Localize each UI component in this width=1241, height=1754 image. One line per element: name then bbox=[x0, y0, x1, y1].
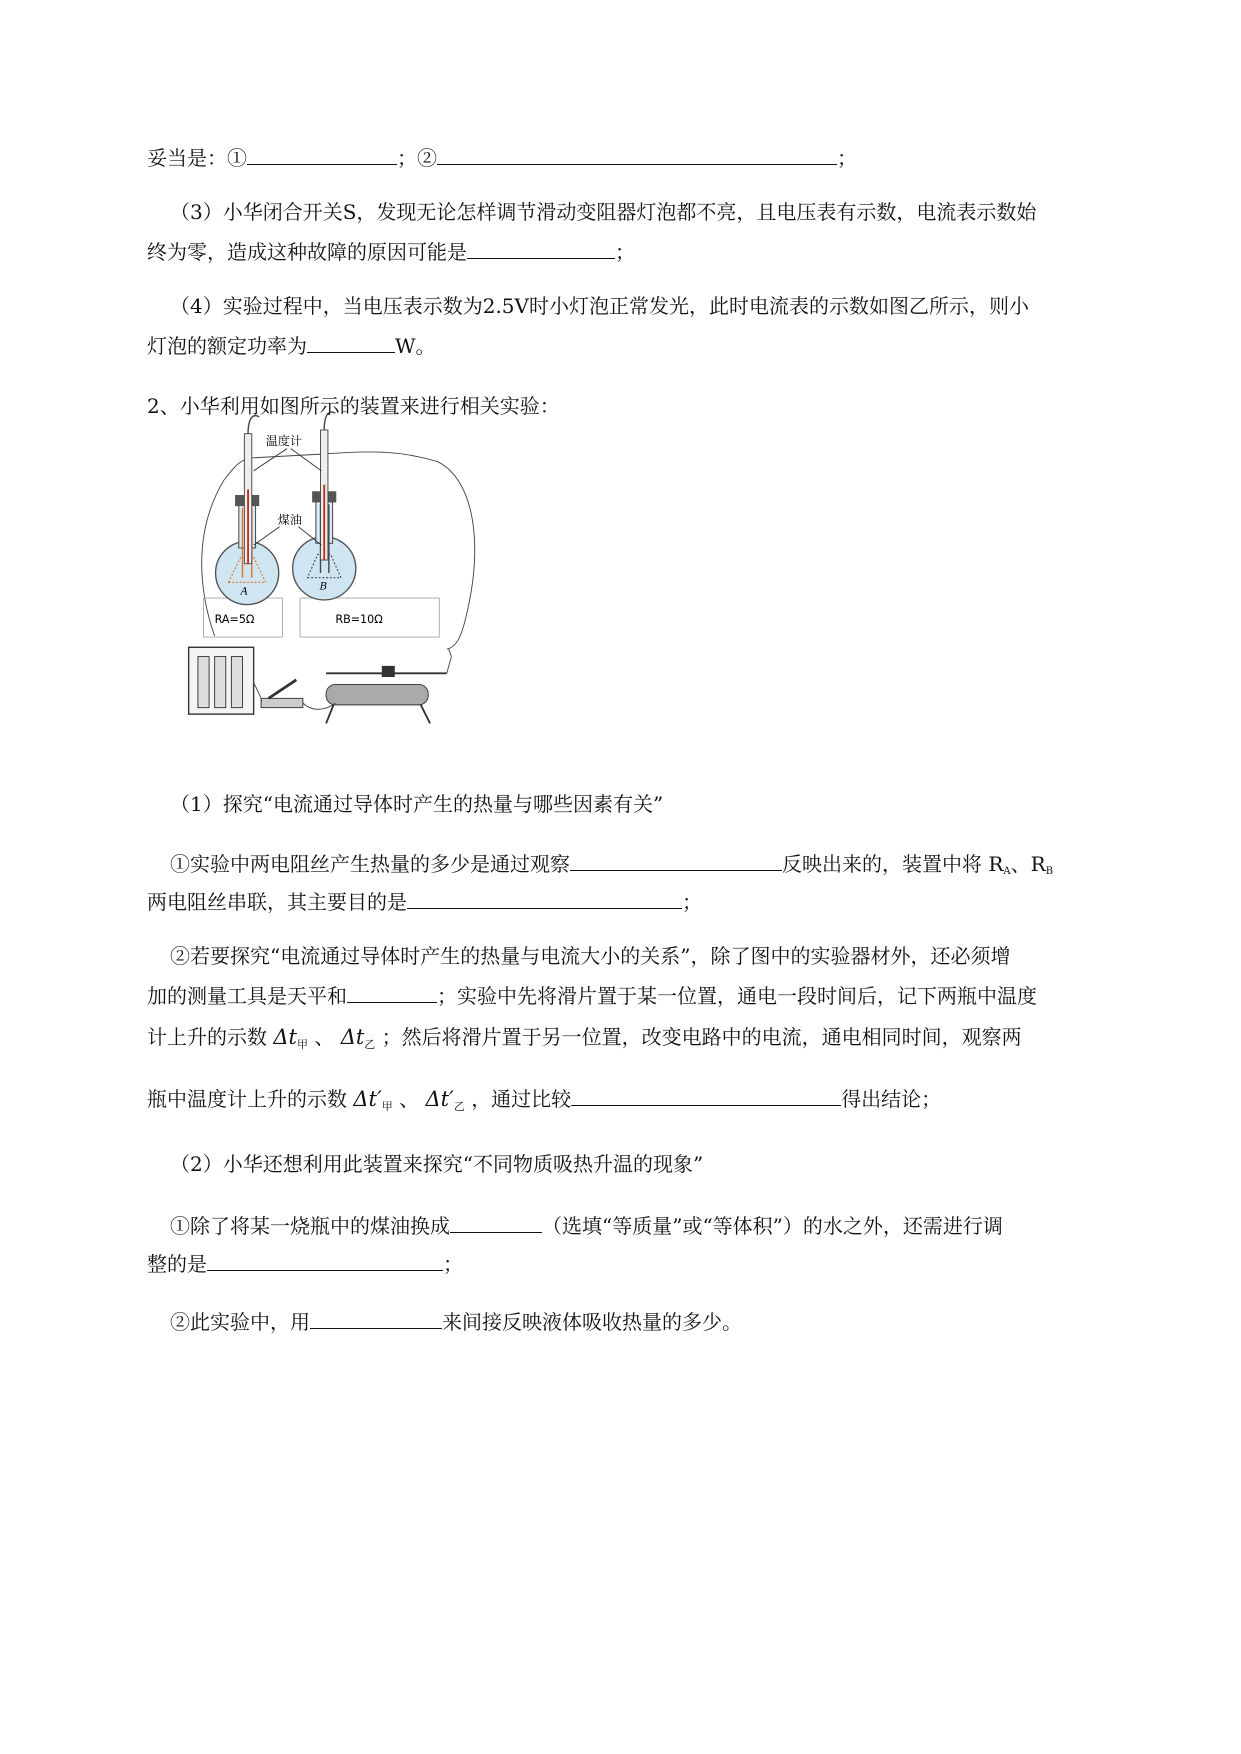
battery bbox=[189, 647, 254, 714]
rheostat bbox=[326, 666, 447, 724]
label-kerosene: 煤油 bbox=[277, 512, 302, 527]
text: ； bbox=[682, 890, 702, 914]
text: ②此实验中，用 bbox=[170, 1310, 310, 1334]
math-delta-t-prime-yi: $\Delta t'_乙$ bbox=[425, 1087, 465, 1113]
text: 、 bbox=[399, 1087, 420, 1111]
q2-part2-title: （2）小华还想利用此装置来探究“不同物质吸热升温的现象” bbox=[170, 1152, 704, 1176]
text: ，通过比较 bbox=[471, 1087, 572, 1111]
text: W。 bbox=[395, 334, 436, 358]
text: 整的是 bbox=[147, 1252, 207, 1276]
answer-blank-1[interactable] bbox=[247, 142, 397, 165]
answer-blank-7[interactable] bbox=[347, 980, 437, 1003]
label-ra: RA=5Ω bbox=[214, 613, 255, 627]
q2-part1-ii-line3 bbox=[147, 1023, 1022, 1059]
text: 得出结论； bbox=[841, 1087, 942, 1111]
math-delta-t-prime-jia: $\Delta t'_甲$ bbox=[353, 1087, 393, 1113]
text: 妥当是：① bbox=[147, 146, 247, 170]
q2-part1-i-line1 bbox=[170, 848, 1053, 886]
label-rb: RB=10Ω bbox=[335, 613, 383, 627]
text: ；② bbox=[397, 146, 437, 170]
q1-part4-line1: （4）实验过程中，当电压表示数为2.5V时小灯泡正常发光，此时电流表的示数如图乙所示，则小 bbox=[170, 294, 1029, 318]
answer-blank-6[interactable] bbox=[407, 886, 682, 909]
text: ； bbox=[837, 146, 857, 170]
text: ； bbox=[615, 240, 635, 264]
answer-blank-11[interactable] bbox=[310, 1306, 442, 1329]
q2-part2-i-line1 bbox=[170, 1210, 1003, 1240]
subscript-a: A bbox=[1003, 866, 1011, 877]
q2-part1-title: （1）探究“电流通过导体时产生的热量与哪些因素有关” bbox=[170, 792, 664, 816]
text: ①实验中两电阻丝产生热量的多少是通过观察 bbox=[170, 852, 570, 876]
q2-stem: 2、小华利用如图所示的装置来进行相关实验： bbox=[147, 394, 560, 418]
text: ；实验中先将滑片置于某一位置，通电一段时间后，记下两瓶中温度 bbox=[437, 984, 1037, 1008]
text: 瓶中温度计上升的示数 bbox=[147, 1087, 347, 1111]
text: （选填“等质量”或“等体积”）的水之外，还需进行调 bbox=[542, 1214, 1003, 1238]
text: 反映出来的，装置中将 R bbox=[782, 852, 1004, 876]
text: 计上升的示数 bbox=[147, 1025, 267, 1049]
text: ；然后将滑片置于另一位置，改变电路中的电流，通电相同时间，观察两 bbox=[381, 1025, 1022, 1049]
q1-part3-line1: （3）小华闭合开关S，发现无论怎样调节滑动变阻器灯泡都不亮，且电压表有示数，电流表示数始 bbox=[170, 200, 1037, 224]
answer-blank-10[interactable] bbox=[207, 1248, 443, 1271]
q2-part2-i-line2 bbox=[147, 1248, 463, 1278]
answer-blank-5[interactable] bbox=[570, 848, 782, 871]
thermometer-a bbox=[244, 416, 259, 564]
text: ； bbox=[443, 1252, 463, 1276]
switch bbox=[261, 680, 303, 708]
math-delta-t-yi: $\Delta t_乙$ bbox=[340, 1025, 376, 1051]
q1-answer-line bbox=[147, 142, 857, 172]
q2-part1-ii-line4 bbox=[147, 1083, 941, 1121]
answer-blank-9[interactable] bbox=[450, 1210, 542, 1233]
q2-part1-ii-line1: ②若要探究“电流通过导体时产生的热量与电流大小的关系”，除了图中的实验器材外，还必须增 bbox=[170, 944, 1011, 968]
text: 、 bbox=[314, 1025, 335, 1049]
text: 两电阻丝串联，其主要目的是 bbox=[147, 890, 407, 914]
label-thermometer: 温度计 bbox=[265, 433, 302, 448]
text: 终为零，造成这种故障的原因可能是 bbox=[147, 240, 467, 264]
text: ①除了将某一烧瓶中的煤油换成 bbox=[170, 1214, 450, 1238]
text: 来间接反映液体吸收热量的多少。 bbox=[442, 1310, 742, 1334]
answer-blank-2[interactable] bbox=[437, 142, 837, 165]
label-flask-b: B bbox=[319, 581, 328, 593]
label-flask-a: A bbox=[240, 586, 249, 598]
q2-part1-ii-line2 bbox=[147, 980, 1037, 1010]
subscript-b: B bbox=[1045, 866, 1054, 877]
q2-part1-i-line2 bbox=[147, 886, 702, 916]
experiment-apparatus-figure bbox=[175, 248, 505, 768]
answer-blank-8[interactable] bbox=[571, 1083, 841, 1106]
text: 、R bbox=[1010, 852, 1046, 876]
math-delta-t-jia: $\Delta t_甲$ bbox=[273, 1025, 308, 1051]
q2-part2-ii-line bbox=[170, 1306, 742, 1336]
text: 灯泡的额定功率为 bbox=[147, 334, 307, 358]
text: 加的测量工具是天平和 bbox=[147, 984, 347, 1008]
